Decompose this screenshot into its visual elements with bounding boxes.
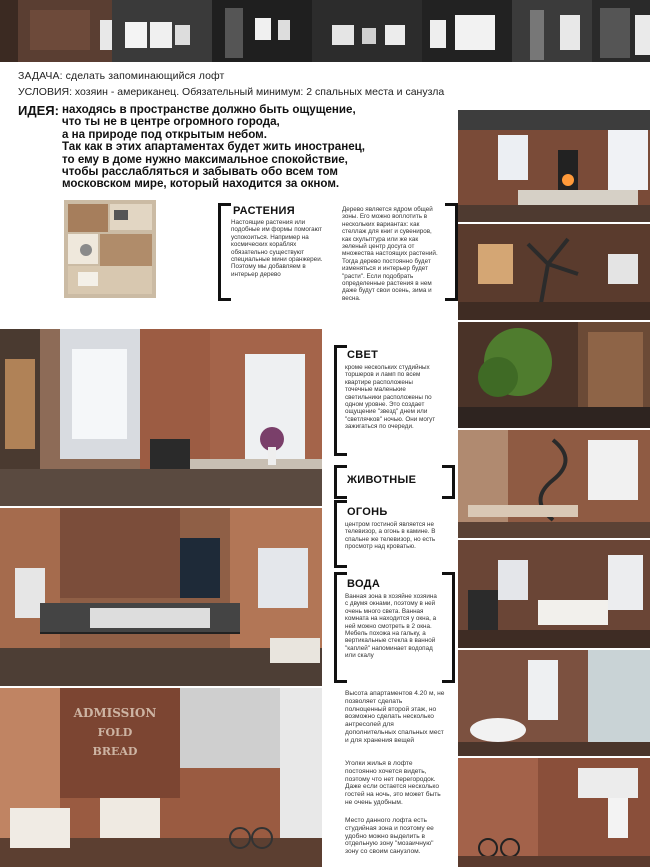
light-title: СВЕТ bbox=[347, 349, 379, 361]
render-mezzanine-image bbox=[0, 508, 322, 686]
bracket-left-plants bbox=[218, 203, 231, 301]
render-mezzanine-bedroom bbox=[0, 508, 322, 686]
render-tree-library bbox=[458, 224, 650, 320]
idea-text: находясь в пространстве должно быть ощущение, что ты не в центре огромного города, а на природе под открытым небом. Так как в этих апартаментах будет жить иностранец, то ему в доме нужно максимальное спокойствие, чтобы расслабляться и забывать обо всем том московском мире, который находится за окном. bbox=[62, 103, 365, 191]
render-living-area bbox=[0, 329, 322, 506]
banner-word-2: FOLD bbox=[97, 726, 133, 739]
bracket-right-animals bbox=[442, 465, 455, 499]
render-spiral-stair bbox=[458, 430, 650, 538]
banner-word-1: ADMISSION bbox=[73, 706, 157, 720]
water-title: ВОДА bbox=[347, 578, 381, 590]
bracket-right-water bbox=[442, 572, 455, 683]
idea-label: ИДЕЯ: bbox=[18, 103, 59, 118]
tree-text: Дерево является ядром общей зоны. Его можно воплотить в нескольких вариантах: как стеллаж для книг и сувениров, как скульптура или же как зеленый центр досуга от множества настоящих растений. Тогда дерево постоянно будет изменяться и интерьер будет "расти". Если подобрать определенные растения в нем даже будут свои осень, зима и весна. bbox=[342, 206, 438, 302]
render-fireplace-image bbox=[458, 110, 650, 222]
floor-plan-drawing bbox=[64, 200, 156, 298]
render-bathroom bbox=[458, 650, 650, 756]
plants-text: Настоящие растения или подобные им формы помогают успокоиться. Например на космических кораблях обязательно существуют специальные мини оранжереи. Поэтому мы добавляем в интерьер дерево bbox=[231, 219, 323, 278]
render-bedroom bbox=[458, 540, 650, 648]
render-green-image bbox=[458, 322, 650, 428]
conditions-text: УСЛОВИЯ: хозяин - американец. Обязательный минимум: 2 спальных места и санузла bbox=[18, 86, 445, 98]
height-text: Высота апартаментов 4.20 м, не позволяет сделать полноценный второй этаж, но возможно сделать несколько антресолей для дополнительных спальных мест и для хранения вещей bbox=[345, 690, 445, 744]
bracket-left-animals bbox=[334, 465, 347, 499]
render-fireplace-living bbox=[458, 110, 650, 222]
water-text: Ванная зона в хозяйне хозяина с двумя окнами, поэтому в ней очень много света. Ванная комната на находится у окна, а ней можно смотреть в 2 окна. Мебель похожа на гальку, а вертикальные стекла в ванной "каплей" напоминает водопад или скалу bbox=[345, 593, 437, 660]
render-wardrobe bbox=[458, 758, 650, 867]
toilets-text: Уголки жилья в лофте постоянно хочется видеть, поэтому что нет перегородок. Даже если остается несколько гостей на ночь, это может быть не очень удобным. bbox=[345, 760, 441, 806]
site-photo-strip bbox=[0, 0, 650, 62]
fire-title: ОГОНЬ bbox=[347, 506, 388, 518]
banner-graphic bbox=[70, 706, 160, 758]
render-bathroom-image bbox=[458, 650, 650, 756]
render-staircase bbox=[0, 688, 322, 867]
bracket-right-tree bbox=[445, 203, 458, 301]
render-tree-image bbox=[458, 224, 650, 320]
site-photos bbox=[0, 0, 650, 62]
render-bedroom-image bbox=[458, 540, 650, 648]
guest-text: Место данного лофта есть студийная зона и поэтому ее удобно можно выделить в отдельную зону "мозаичную" зону со своим санузлом. bbox=[345, 817, 434, 856]
fire-text: центром гостиной является не телевизор, а огонь в камине. В спальне же телевизор, но есть просмотр над кроватью. bbox=[345, 521, 436, 551]
light-text: кроме нескольких студийных торшеров и ламп по всем квартире расположены точечные маленькие светильники расположены по одном уровне. Это создает ощущение "звезд" днем или "светлячков" ночью. Они могут зажигаться по очереди. bbox=[345, 364, 436, 431]
render-staircase-image bbox=[0, 688, 322, 867]
render-spiral-image bbox=[458, 430, 650, 538]
floor-plan bbox=[64, 200, 156, 298]
animals-title: ЖИВОТНЫЕ bbox=[347, 474, 417, 486]
render-wardrobe-image bbox=[458, 758, 650, 867]
banner-word-3: BREAD bbox=[92, 745, 138, 758]
render-living-image bbox=[0, 329, 322, 506]
task-text: ЗАДАЧА: сделать запоминающийся лофт bbox=[18, 70, 225, 82]
plants-title: РАСТЕНИЯ bbox=[233, 205, 295, 217]
render-green-tree bbox=[458, 322, 650, 428]
